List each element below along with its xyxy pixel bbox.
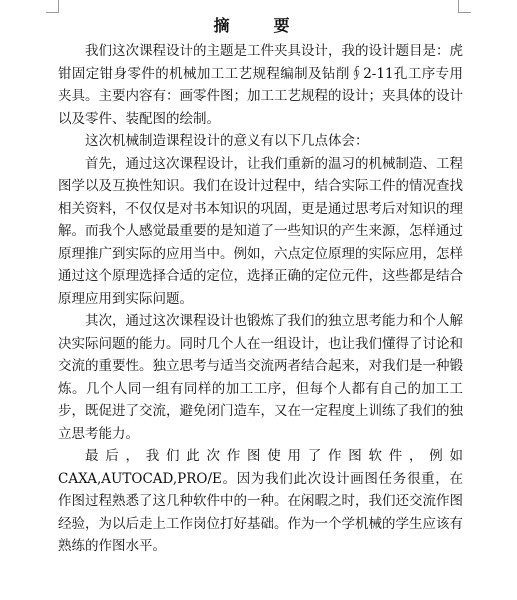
paragraph-second-point: 其次，通过这次课程设计也锻炼了我们的独立思考能力和个人解决实际问题的能力。同时几个人在一组设计，也让我们懂得了讨论和交流的重要性。独立思考与适当交流两者结合起来，对我们是一种锻炼。几个人同一组有同样的加工工序，但每个人都有自己的加工工步，既促进了交流，避免闭门造车，又在一定程度上训练了我们的独立思考能力。	[58, 313, 463, 442]
page-title: 摘 要	[213, 16, 304, 35]
paragraph-last-point: 最后，我们此次作图使用了作图软件，例如CAXA,AUTOCAD,PRO/E。因为我们此次设计画图任务很重，在作图过程熟悉了这几种软件中的一种。在闲暇之时，我们还交流作图经验，为以后走上工作岗位打好基础。作为一个学机械的学生应该有熟练的作图水平。	[58, 448, 463, 554]
paragraph-design-topic: 我们这次课程设计的主题是工件夹具设计，我的设计题目是：虎钳固定钳身零件的机械加工工艺规程编制及钻削∮2-11孔工序专用夹具。主要内容有：画零件图；加工工艺规程的设计；夹具体的设计以及零件、装配图的绘制。	[58, 43, 463, 127]
page-corner-mark-right	[458, 0, 471, 13]
abstract-body	[58, 40, 463, 558]
paragraph-first-point: 首先，通过这次课程设计，让我们重新的温习的机械制造、工程图学以及互换性知识。我们在设计过程中，结合实际工件的情况查找相关资料，不仅仅是对书本知识的巩固，更是通过思考后对知识的理解。而我个人感觉最重要的是知道了一些知识的产生来源，怎样通过原理推广到实际的应用当中。例如，六点定位原理的实际应用，怎样通过这个原理选择合适的定位，选择正确的定位元件，这些都是结合原理应用到实际问题。	[58, 155, 463, 307]
paragraph-significance-intro: 这次机械制造课程设计的意义有以下几点体会：	[85, 133, 369, 149]
page-corner-mark-left	[46, 0, 59, 13]
